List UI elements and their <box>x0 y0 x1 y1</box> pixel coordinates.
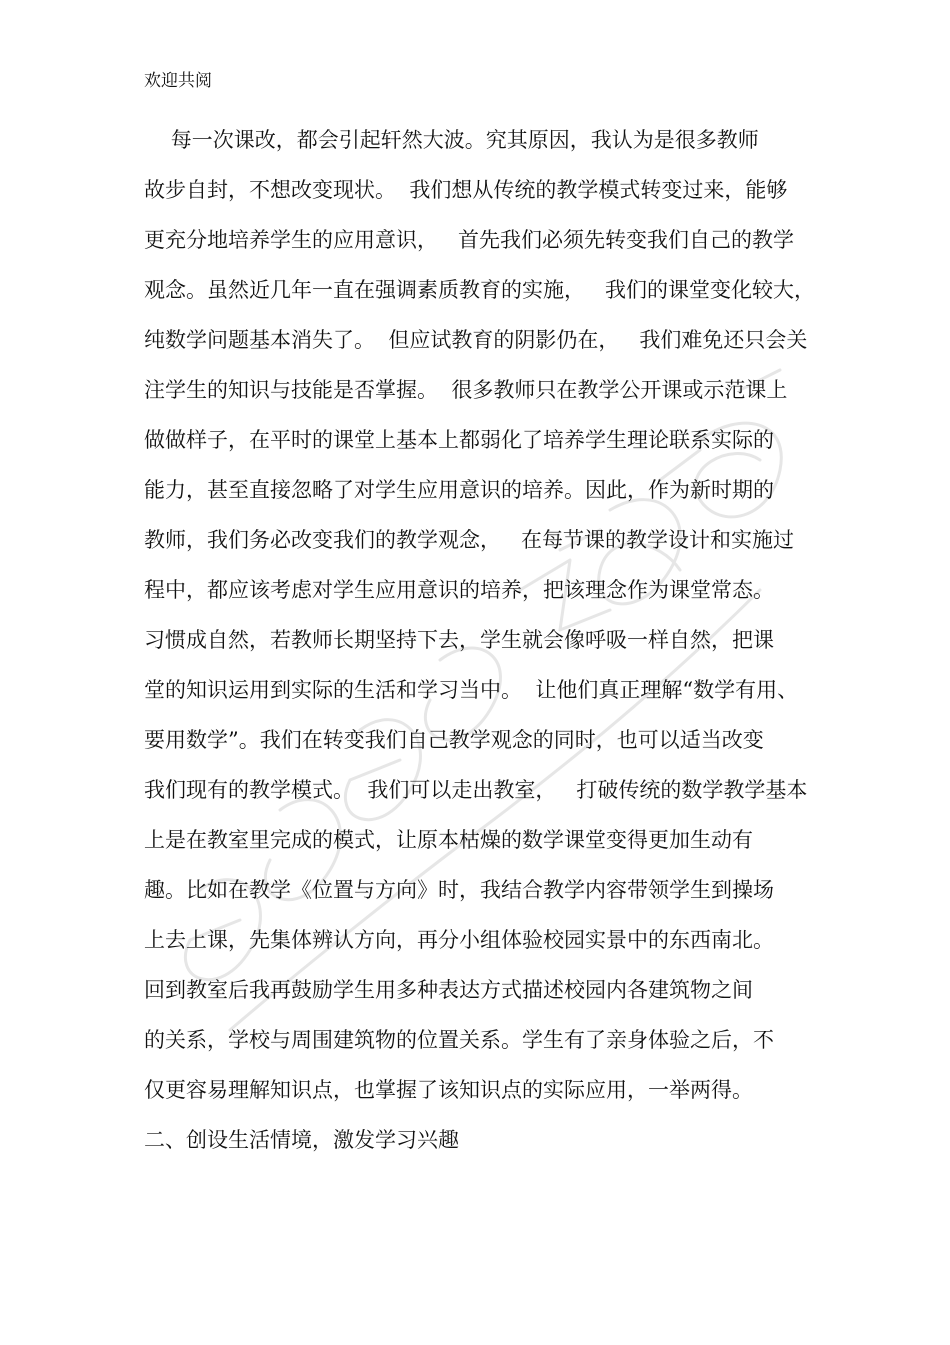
body-line-17: 上去上课，先集体辨认方向，再分小组体验校园实景中的东西南北。 <box>144 928 774 952</box>
body-line-9: 教师，我们务必改变我们的教学观念， 在每节课的教学设计和实施过 <box>144 528 795 552</box>
body-line-5: 纯数学问题基本消失了。 但应试教育的阴影仍在， 我们难免还只会关 <box>144 328 808 352</box>
body-line-20: 仅更容易理解知识点，也掌握了该知识点的实际应用，一举两得。 <box>144 1078 753 1102</box>
body-line-15: 上是在教室里完成的模式，让原本枯燥的数学课堂变得更加生动有 <box>144 828 753 852</box>
body-line-11: 习惯成自然，若教师长期坚持下去，学生就会像呼吸一样自然，把课 <box>144 628 774 652</box>
body-line-1: 每一次课改，都会引起轩然大波。究其原因，我认为是很多教师 <box>144 128 759 152</box>
body-line-19: 的关系，学校与周围建筑物的位置关系。学生有了亲身体验之后，不 <box>144 1028 774 1052</box>
body-line-14: 我们现有的教学模式。 我们可以走出教室， 打破传统的数学教学基本 <box>144 778 808 802</box>
body-line-13: 要用数学”。我们在转变我们自己教学观念的同时，也可以适当改变 <box>144 728 764 752</box>
body-line-7: 做做样子，在平时的课堂上基本上都弱化了培养学生理论联系实际的 <box>144 428 774 452</box>
body-line-16: 趣。比如在教学《位置与方向》时，我结合教学内容带领学生到操场 <box>144 878 774 902</box>
body-line-12: 堂的知识运用到实际的生活和学习当中。 让他们真正理解“数学有用、 <box>144 678 799 702</box>
body-line-4: 观念。虽然近几年一直在强调素质教育的实施， 我们的课堂变化较大， <box>144 278 816 302</box>
section-heading: 二、创设生活情境，激发学习兴趣 <box>144 1128 459 1152</box>
body-line-8: 能力，甚至直接忽略了对学生应用意识的培养。因此，作为新时期的 <box>144 478 774 502</box>
body-line-6: 注学生的知识与技能是否掌握。 很多教师只在教学公开课或示范课上 <box>144 378 788 402</box>
body-line-18: 回到教室后我再鼓励学生用多种表达方式描述校园内各建筑物之间 <box>144 978 753 1002</box>
body-line-2: 故步自封，不想改变现状。 我们想从传统的教学模式转变过来，能够 <box>144 178 788 202</box>
page-header: 欢迎共阅 <box>144 71 212 91</box>
body-line-3: 更充分地培养学生的应用意识， 首先我们必须先转变我们自己的教学 <box>144 228 795 252</box>
body-line-10: 程中，都应该考虑对学生应用意识的培养，把该理念作为课堂常态。 <box>144 578 774 602</box>
